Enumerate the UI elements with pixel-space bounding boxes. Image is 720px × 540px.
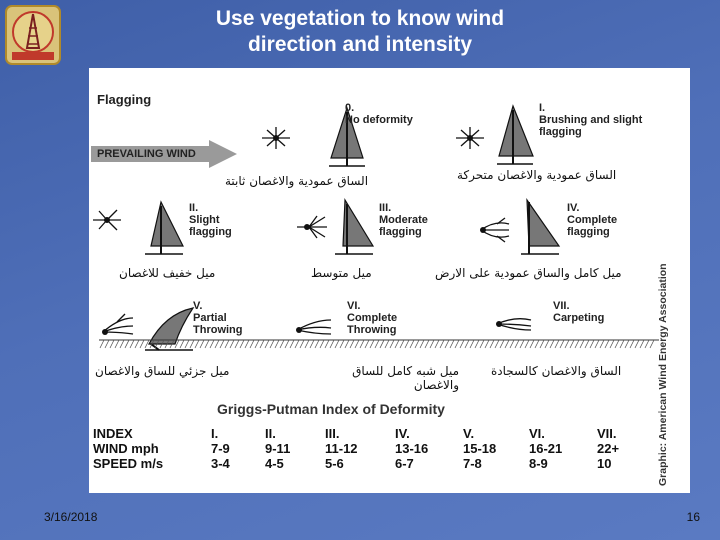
slide-title	[150, 6, 570, 58]
tree-6-numeral: VI.	[347, 300, 361, 312]
index-table-cell: 6-7	[395, 456, 414, 471]
tree-0-numeral: 0.	[345, 102, 355, 114]
arabic-label-6: ميل شبه كامل للساق والاغصان	[352, 364, 459, 392]
griggs-putman-index-table	[93, 426, 647, 471]
index-table-cell: 7-8	[463, 456, 482, 471]
index-table-row-label: SPEED m/s	[93, 456, 164, 471]
index-table-cell: 15-18	[463, 441, 497, 456]
tree-6-caption: Complete Throwing	[347, 312, 398, 336]
tree-top-view-7	[493, 312, 533, 334]
index-table-cell: 11-12	[325, 441, 358, 456]
tree-top-view-0	[261, 126, 291, 150]
tree-top-view-4	[477, 216, 511, 244]
tree-4-caption: Complete flagging	[567, 214, 618, 238]
tree-3-caption: Moderate flagging	[379, 214, 428, 238]
ground-hatching	[99, 336, 659, 350]
flagging-heading: Flagging	[97, 92, 152, 107]
deformity-figure-panel	[89, 68, 690, 493]
tree-3-numeral: III.	[379, 202, 392, 214]
index-table-cell: 22+	[597, 441, 620, 456]
index-table-cell: 13-16	[395, 441, 429, 456]
index-table-cell: 8-9	[529, 456, 548, 471]
tree-top-view-3	[295, 214, 329, 240]
tree-2-caption: Slight flagging	[189, 214, 232, 238]
tree-5-caption: Partial Throwing	[193, 312, 243, 336]
tree-1-brushing	[495, 104, 535, 168]
arabic-label-7: الساق والاغصان كالسجادة	[491, 364, 622, 378]
index-table-cell: 3-4	[211, 456, 230, 471]
tree-4-numeral: IV.	[567, 202, 580, 214]
index-table-title: Griggs-Putman Index of Deformity	[217, 401, 445, 417]
index-table-row-label: WIND mph	[93, 441, 159, 456]
index-table-cell: 10	[597, 456, 612, 471]
slide-title-line-1: Use vegetation to know wind	[215, 7, 505, 30]
slide-date: 3/16/2018	[44, 510, 98, 524]
tree-4-complete-flagging	[521, 198, 561, 260]
arabic-label-4: ميل كامل والساق عمودية على الارض	[435, 266, 622, 280]
index-table-cell: II.	[265, 426, 276, 441]
index-table-cell: 5-6	[325, 456, 344, 471]
index-table-row	[93, 456, 647, 471]
graphic-credit: Graphic: American Wind Energy Association	[657, 263, 669, 486]
index-table-row	[93, 441, 647, 456]
tree-7-caption: Carpeting	[553, 312, 605, 324]
index-table-cell: VI.	[529, 426, 545, 441]
index-table-row	[93, 426, 647, 441]
tree-3-moderate-flagging	[335, 198, 375, 260]
index-table-cell: III.	[325, 426, 340, 441]
tree-1-numeral: I.	[539, 102, 546, 114]
tree-7-numeral: VII.	[553, 300, 570, 312]
arabic-label-2: ميل خفيف للاغصان	[119, 266, 216, 280]
tree-2-slight-flagging	[145, 200, 185, 260]
index-table-cell: VII.	[597, 426, 617, 441]
tree-2-numeral: II.	[189, 202, 199, 214]
tree-top-view-5	[99, 312, 135, 338]
index-table-cell: 4-5	[265, 456, 284, 471]
arabic-label-5: ميل جزئي للساق والاغصان	[95, 364, 230, 378]
index-table-cell: 16-21	[529, 441, 563, 456]
prevailing-wind-label: PREVAILING WIND	[97, 148, 196, 160]
organization-logo	[4, 4, 62, 66]
slide-title-line-2: direction and intensity	[247, 33, 473, 56]
tree-0-caption: No deformity	[345, 114, 413, 126]
arabic-label-1: الساق عمودية والاغصان متحركة	[457, 168, 617, 182]
tree-top-view-2	[91, 208, 123, 232]
index-table-cell: I.	[211, 426, 219, 441]
tree-top-view-6	[293, 314, 333, 338]
arabic-label-0: الساق عمودية والاغصان ثابتة	[225, 174, 369, 188]
index-table-cell: 9-11	[265, 441, 291, 456]
arabic-label-3: ميل متوسط	[311, 266, 372, 280]
tree-top-view-1	[455, 126, 485, 150]
index-table-cell: 7-9	[211, 441, 230, 456]
index-table-cell: IV.	[395, 426, 410, 441]
index-table-row-label: INDEX	[93, 426, 133, 441]
index-table-cell: V.	[463, 426, 475, 441]
slide-page-number: 16	[686, 510, 700, 524]
tree-1-caption: Brushing and slight flagging	[539, 114, 643, 138]
tree-5-numeral: V.	[193, 300, 203, 312]
